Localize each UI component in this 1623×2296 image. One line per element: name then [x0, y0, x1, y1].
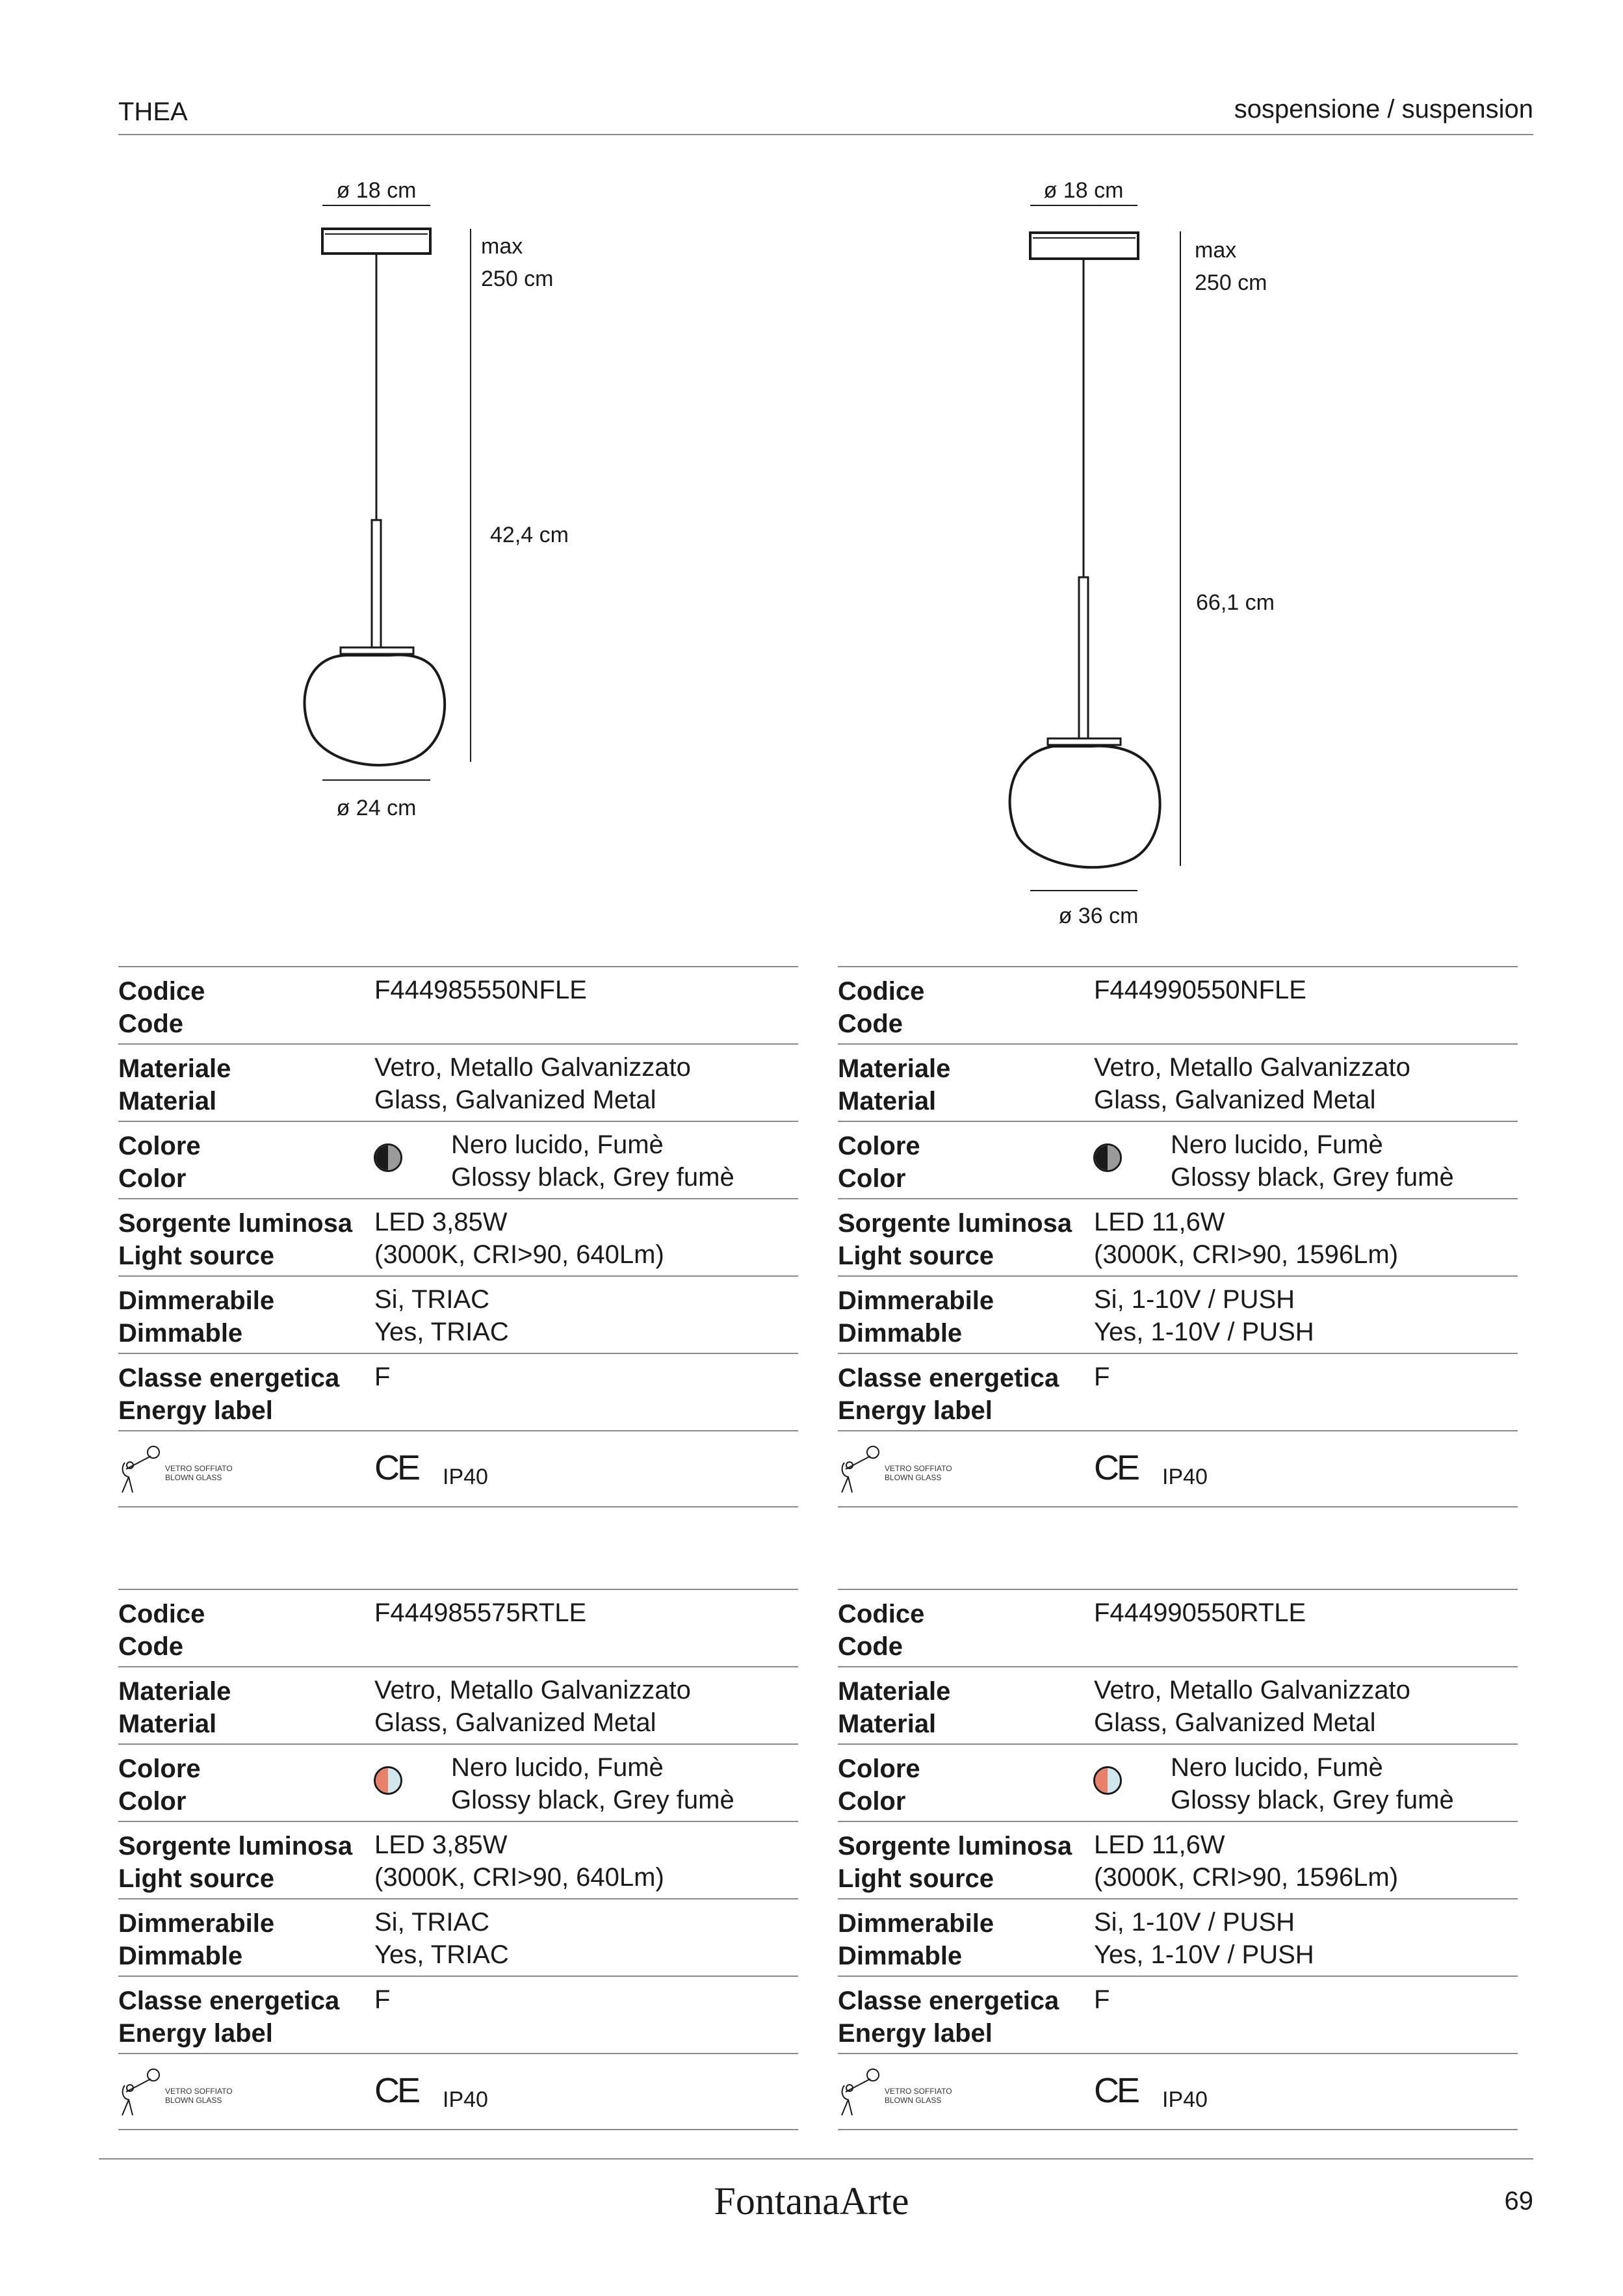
- canopy-diameter-label: ø 18 cm: [336, 178, 417, 203]
- dimmable-label: Dimmerabile Dimmable: [118, 1909, 275, 1970]
- blown-glass-badge: VETRO SOFFIATO BLOWN GLASS: [885, 2087, 952, 2105]
- code-value: F444990550NFLE: [1094, 976, 1306, 1004]
- lamp-drawing-large: [1010, 205, 1180, 891]
- spec-row-material: [118, 1043, 798, 1121]
- code-label: Codice Code: [838, 1600, 925, 1661]
- light-source-label: Sorgente luminosa Light source: [118, 1832, 353, 1893]
- category-title: sospensione / suspension: [1234, 95, 1533, 124]
- material-label: Materiale Material: [838, 1054, 951, 1115]
- technical-drawings: [0, 0, 1623, 936]
- glassblower-icon: [118, 2066, 164, 2118]
- spec-row-certifications: [838, 1430, 1518, 1507]
- light-source-value: LED 11,6W (3000K, CRI>90, 1596Lm): [1094, 1831, 1399, 1892]
- ce-mark: CE: [1094, 2071, 1138, 2110]
- blown-glass-badge: VETRO SOFFIATO BLOWN GLASS: [885, 1464, 952, 1482]
- spec-table: [118, 966, 798, 1507]
- spec-table: [118, 1589, 798, 2130]
- color-label: Colore Color: [838, 1755, 920, 1816]
- energy-label: Classe energetica Energy label: [118, 1364, 340, 1425]
- code-label: Codice Code: [118, 977, 205, 1038]
- spec-table: [838, 966, 1518, 1507]
- spec-row-code: [838, 1589, 1518, 1666]
- spec-row-code: [118, 966, 798, 1043]
- dimmable-value: Si, TRIAC Yes, TRIAC: [374, 1285, 509, 1346]
- color-swatch-icon: [374, 1143, 402, 1172]
- light-source-label: Sorgente luminosa Light source: [838, 1209, 1072, 1270]
- ce-mark: CE: [374, 1448, 419, 1487]
- material-label: Materiale Material: [118, 1054, 231, 1115]
- spec-row-dimmable: [838, 1275, 1518, 1353]
- spec-row-color: [118, 1121, 798, 1198]
- spec-row-energy: [838, 1976, 1518, 2053]
- ip-rating: IP40: [443, 1465, 488, 1489]
- code-value: F444990550RTLE: [1094, 1598, 1306, 1627]
- spec-row-code: [838, 966, 1518, 1043]
- max-length-label: max: [481, 234, 523, 259]
- energy-label: Classe energetica Energy label: [838, 1364, 1059, 1425]
- material-value: Vetro, Metallo Galvanizzato Glass, Galvanized Metal: [374, 1676, 691, 1737]
- color-label: Colore Color: [838, 1132, 920, 1193]
- canopy-diameter-label: ø 18 cm: [1043, 178, 1124, 203]
- spec-row-material: [838, 1043, 1518, 1121]
- glassblower-icon: [118, 1443, 164, 1495]
- brand-logo: FontanaArte: [714, 2180, 909, 2223]
- energy-label: Classe energetica Energy label: [838, 1987, 1059, 2048]
- energy-label: Classe energetica Energy label: [118, 1987, 340, 2048]
- blown-glass-badge: VETRO SOFFIATO BLOWN GLASS: [165, 1464, 233, 1482]
- ip-rating: IP40: [1162, 2087, 1208, 2112]
- ce-mark: CE: [374, 2071, 419, 2110]
- code-value: F444985575RTLE: [374, 1598, 587, 1627]
- light-source-value: LED 11,6W (3000K, CRI>90, 1596Lm): [1094, 1208, 1399, 1269]
- page-number: 69: [1504, 2187, 1533, 2215]
- color-value: Nero lucido, Fumè Glossy black, Grey fumè: [1171, 1753, 1454, 1814]
- spec-row-light-source: [118, 1821, 798, 1898]
- material-value: Vetro, Metallo Galvanizzato Glass, Galvanized Metal: [1094, 1676, 1410, 1737]
- spec-table: [838, 1589, 1518, 2130]
- dimmable-label: Dimmerabile Dimmable: [838, 1286, 994, 1348]
- spec-row-material: [118, 1666, 798, 1743]
- product-name: THEA: [118, 98, 188, 126]
- light-source-value: LED 3,85W (3000K, CRI>90, 640Lm): [374, 1831, 664, 1892]
- spec-row-light-source: [118, 1198, 798, 1275]
- spec-row-certifications: [118, 1430, 798, 1507]
- material-value: Vetro, Metallo Galvanizzato Glass, Galvanized Metal: [1094, 1053, 1410, 1114]
- color-value: Nero lucido, Fumè Glossy black, Grey fumè: [451, 1753, 734, 1814]
- dimmable-value: Si, TRIAC Yes, TRIAC: [374, 1908, 509, 1969]
- max-length-value: 250 cm: [481, 267, 554, 291]
- dimmable-label: Dimmerabile Dimmable: [838, 1909, 994, 1970]
- light-source-label: Sorgente luminosa Light source: [838, 1832, 1072, 1893]
- color-swatch-icon: [1093, 1143, 1122, 1172]
- light-source-value: LED 3,85W (3000K, CRI>90, 640Lm): [374, 1208, 664, 1269]
- lamp-diameter-label: ø 24 cm: [336, 796, 417, 820]
- color-swatch-icon: [1093, 1766, 1122, 1795]
- material-label: Materiale Material: [838, 1677, 951, 1738]
- material-value: Vetro, Metallo Galvanizzato Glass, Galvanized Metal: [374, 1053, 691, 1114]
- spec-row-color: [118, 1743, 798, 1821]
- energy-value: F: [374, 1363, 391, 1391]
- energy-value: F: [374, 1985, 391, 2014]
- spec-row-material: [838, 1666, 1518, 1743]
- lamp-height-label: 66,1 cm: [1196, 590, 1275, 615]
- ce-mark: CE: [1094, 1448, 1138, 1487]
- lamp-diameter-label: ø 36 cm: [1058, 904, 1139, 928]
- spec-row-certifications: [838, 2053, 1518, 2130]
- spec-row-energy: [118, 1353, 798, 1430]
- color-label: Colore Color: [118, 1755, 201, 1816]
- material-label: Materiale Material: [118, 1677, 231, 1738]
- code-value: F444985550NFLE: [374, 976, 587, 1004]
- color-value: Nero lucido, Fumè Glossy black, Grey fumè: [451, 1130, 734, 1192]
- spec-row-color: [838, 1743, 1518, 1821]
- glassblower-icon: [838, 1443, 883, 1495]
- code-label: Codice Code: [838, 977, 925, 1038]
- max-length-label: max: [1195, 238, 1237, 263]
- color-value: Nero lucido, Fumè Glossy black, Grey fumè: [1171, 1130, 1454, 1192]
- dimmable-value: Si, 1-10V / PUSH Yes, 1-10V / PUSH: [1094, 1285, 1314, 1346]
- spec-row-energy: [118, 1976, 798, 2053]
- spec-row-light-source: [838, 1821, 1518, 1898]
- spec-row-dimmable: [118, 1275, 798, 1353]
- spec-row-color: [838, 1121, 1518, 1198]
- spec-row-dimmable: [118, 1898, 798, 1976]
- light-source-label: Sorgente luminosa Light source: [118, 1209, 353, 1270]
- energy-value: F: [1094, 1985, 1110, 2014]
- lamp-drawing-small: [304, 205, 471, 780]
- dimmable-label: Dimmerabile Dimmable: [118, 1286, 275, 1348]
- ip-rating: IP40: [443, 2087, 488, 2112]
- color-label: Colore Color: [118, 1132, 201, 1193]
- spec-row-certifications: [118, 2053, 798, 2130]
- spec-row-dimmable: [838, 1898, 1518, 1976]
- dimmable-value: Si, 1-10V / PUSH Yes, 1-10V / PUSH: [1094, 1908, 1314, 1969]
- spec-row-code: [118, 1589, 798, 1666]
- spec-row-energy: [838, 1353, 1518, 1430]
- code-label: Codice Code: [118, 1600, 205, 1661]
- energy-value: F: [1094, 1363, 1110, 1391]
- footer-divider: [99, 2158, 1533, 2159]
- lamp-height-label: 42,4 cm: [490, 523, 569, 547]
- max-length-value: 250 cm: [1195, 270, 1267, 295]
- color-swatch-icon: [374, 1766, 402, 1795]
- spec-row-light-source: [838, 1198, 1518, 1275]
- glassblower-icon: [838, 2066, 883, 2118]
- ip-rating: IP40: [1162, 1465, 1208, 1489]
- blown-glass-badge: VETRO SOFFIATO BLOWN GLASS: [165, 2087, 233, 2105]
